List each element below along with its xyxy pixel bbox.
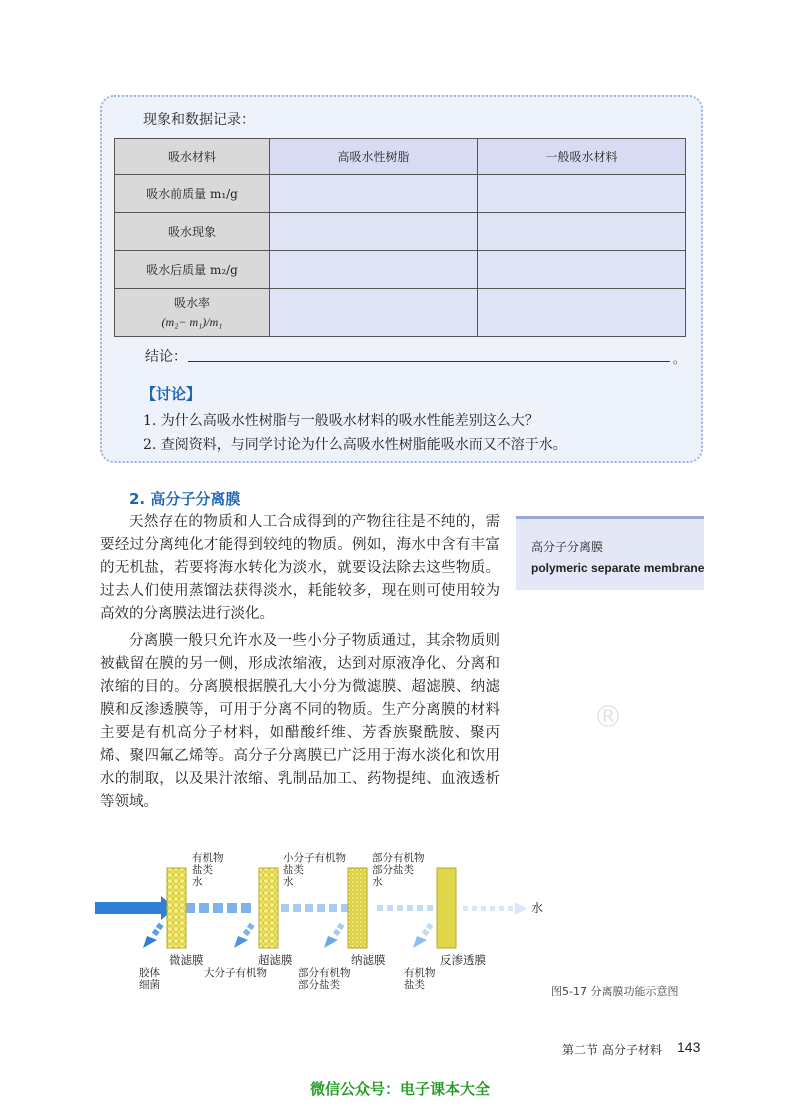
table-row (115, 289, 686, 337)
table-row (115, 139, 686, 175)
table-cell[interactable] (478, 289, 686, 337)
wechat-banner: 微信公众号：电子课本大全 (309, 1080, 490, 1098)
section-title: 2. 高分子分离膜 (129, 490, 241, 508)
page-number: 143 (677, 1039, 701, 1055)
table-cell[interactable] (270, 289, 478, 337)
table-header-cell: 吸水材料 (115, 139, 270, 175)
row-label: 吸水现象 (115, 213, 270, 251)
footer-section-name: 第二节 高分子材料 (562, 1043, 662, 1057)
membrane-name: 纳滤膜 (351, 953, 386, 967)
retained-arrow (143, 923, 164, 948)
discussion-title: 【讨论】 (141, 385, 202, 403)
table-header-cell: 一般吸水材料 (478, 139, 686, 175)
record-table (114, 138, 686, 337)
retained-arrow (234, 923, 255, 948)
registered-watermark: ® (593, 700, 623, 735)
passing-label: 有机物 盐类 水 (192, 852, 224, 888)
passing-label: 小分子有机物 盐类 水 (283, 852, 346, 888)
glossary-term-chinese: 高分子分离膜 (531, 540, 604, 554)
table-cell[interactable] (478, 175, 686, 213)
body-paragraph: 天然存在的物质和人工合成得到的产物往往是不纯的，需要经过分离纯化才能得到较纯的物质。例如，海水中含有丰富的无机盐，若要将海水转化为淡水，就要设法除去这些物质。过去人们使用蒸馏法获得淡水，耗能较多，现在则可使用较为高效的分离膜法进行淡化。 (100, 514, 500, 622)
membrane-name: 反渗透膜 (440, 953, 486, 967)
nanofiltration-membrane (348, 868, 367, 948)
row-label: 吸水后质量 m₂/g (115, 251, 270, 289)
retained-label: 部分有机物 部分盐类 (298, 967, 351, 991)
microfiltration-membrane (167, 868, 186, 948)
table-header-cell: 高吸水性树脂 (270, 139, 478, 175)
main-flow-arrow (95, 896, 527, 920)
retained-label: 胶体 细菌 (139, 967, 160, 991)
table-cell[interactable] (270, 175, 478, 213)
retained-label: 大分子有机物 (204, 967, 267, 979)
retained-label: 有机物 盐类 (404, 967, 436, 991)
conclusion-period: 。 (673, 352, 686, 366)
table-row (115, 213, 686, 251)
table-cell[interactable] (478, 213, 686, 251)
table-row (115, 175, 686, 213)
ultrafiltration-membrane (259, 868, 278, 948)
membrane-name: 微滤膜 (169, 953, 204, 967)
table-cell[interactable] (270, 251, 478, 289)
record-heading: 现象和数据记录： (143, 112, 255, 128)
table-cell[interactable] (270, 213, 478, 251)
water-absorption-formula: (m₂− m₁)/m₁ (161, 314, 223, 329)
row-label (115, 289, 270, 337)
row-label: 吸水前质量 m₁/g (115, 175, 270, 213)
table-cell[interactable] (478, 251, 686, 289)
final-output-label: 水 (531, 901, 544, 915)
discussion-question: 2. 查阅资料，与同学讨论为什么高吸水性树脂能吸水而又不溶于水。 (143, 437, 567, 453)
reverse-osmosis-membrane (437, 868, 456, 948)
table-row (115, 251, 686, 289)
figure-caption: 图5-17 分离膜功能示意图 (551, 985, 679, 998)
discussion-question: 1. 为什么高吸水性树脂与一般吸水材料的吸水性能差别这么大？ (143, 413, 539, 429)
glossary-term-english: polymeric separate membrane (531, 561, 705, 575)
retained-arrow (413, 923, 434, 948)
body-paragraph: 分离膜一般只允许水及一些小分子物质通过，其余物质则被截留在膜的另一侧，形成浓缩液，达到对原液净化、分离和浓缩的目的。分离膜根据膜孔大小分为微滤膜、超滤膜、纳滤膜和反渗透膜等，可用于分离不同的物质。生产分离膜的材料主要是有机高分子材料，如醋酸纤维、芳香族聚酰胺、聚丙烯、聚四氟乙烯等。高分子分离膜已广泛用于海水淡化和饮用水的制取，以及果汁浓缩、乳制品加工、药物提纯、血液透析等领域。 (100, 633, 500, 810)
retained-arrow (324, 923, 345, 948)
passing-label: 部分有机物 部分盐类 水 (372, 852, 425, 888)
membrane-name: 超滤膜 (258, 953, 293, 967)
conclusion-label: 结论： (145, 349, 187, 365)
row-label-line: 吸水率 (173, 295, 210, 310)
conclusion-blank-line[interactable] (188, 361, 670, 362)
